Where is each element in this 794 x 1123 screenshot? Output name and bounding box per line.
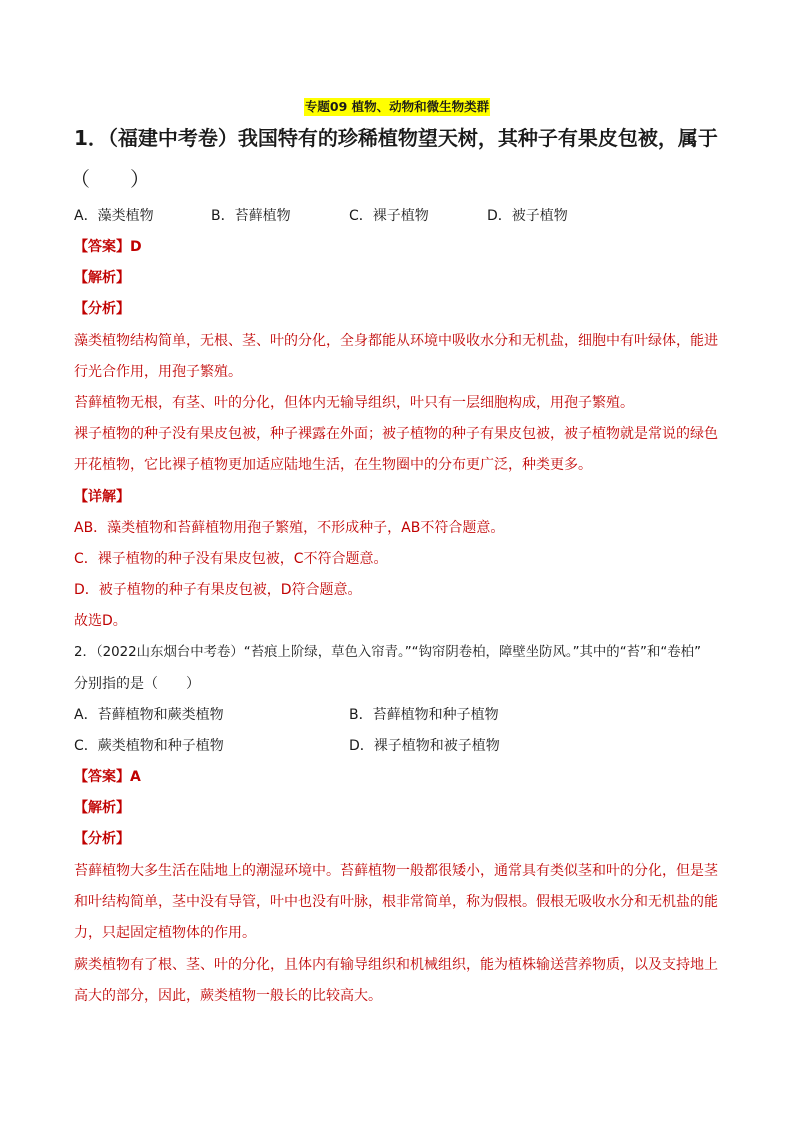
q2-analysis-label: 【解析】 <box>74 800 130 816</box>
page-title: 专题09 植物、动物和微生物类群 <box>304 99 490 114</box>
q2-option-c: C．蕨类植物和种子植物 <box>74 738 224 754</box>
q1-option-d: D．被子植物 <box>487 208 568 224</box>
q1-fenxi-line: 藻类植物结构简单，无根、茎、叶的分化，全身都能从环境中吸收水分和无机盐，细胞中有叶绿体，能进 <box>74 333 718 349</box>
q1-detail-label: 【详解】 <box>74 489 130 505</box>
q1-detail-line: D．被子植物的种子有果皮包被，D符合题意。 <box>74 582 362 598</box>
q1-option-a: A．藻类植物 <box>74 208 154 224</box>
q2-fenxi-line: 高大的部分，因此，蕨类植物一般长的比较高大。 <box>74 988 382 1004</box>
q1-option-c: C．裸子植物 <box>349 208 429 224</box>
q2-answer <box>74 767 141 787</box>
q1-blank: （ ） <box>70 167 150 191</box>
q2-fenxi-line: 苔藓植物大多生活在陆地上的潮湿环境中。苔藓植物一般都很矮小，通常具有类似茎和叶的分化，但是茎 <box>74 863 718 879</box>
q2-option-b: B．苔藓植物和种子植物 <box>349 707 499 723</box>
q2-option-d: D．裸子植物和被子植物 <box>349 738 500 754</box>
title-row <box>0 96 794 116</box>
q2-fenxi-line: 和叶结构简单，茎中没有导管，叶中也没有叶脉，根非常简单，称为假根。假根无吸收水分和无机盐的能 <box>74 894 718 910</box>
q1-fenxi-line: 裸子植物的种子没有果皮包被，种子裸露在外面；被子植物的种子有果皮包被，被子植物就是常说的绿色 <box>74 426 718 442</box>
q1-detail-line: 故选D。 <box>74 613 127 629</box>
q2-stem-line2: 分别指的是（ ） <box>74 676 200 692</box>
q1-fenxi-line: 开花植物，它比裸子植物更加适应陆地生活，在生物圈中的分布更广泛，种类更多。 <box>74 457 592 473</box>
q1-answer-value: D <box>130 239 142 255</box>
q1-answer-label: 【答案】 <box>74 239 130 255</box>
q1-fenxi-line: 行光合作用，用孢子繁殖。 <box>74 364 242 380</box>
q2-fenxi-label: 【分析】 <box>74 831 130 847</box>
q2-fenxi-line: 蕨类植物有了根、茎、叶的分化，且体内有输导组织和机械组织，能为植株输送营养物质，以及支持地上 <box>74 957 718 973</box>
q2-answer-label: 【答案】 <box>74 769 130 785</box>
q2-fenxi-line: 力，只起固定植物体的作用。 <box>74 925 256 941</box>
q1-analysis-label: 【解析】 <box>74 270 130 286</box>
q1-answer <box>74 237 142 257</box>
q1-option-b: B．苔藓植物 <box>211 208 291 224</box>
q1-stem: 1．（福建中考卷）我国特有的珍稀植物望天树，其种子有果皮包被，属于 <box>74 126 718 150</box>
q1-fenxi-label: 【分析】 <box>74 301 130 317</box>
q2-stem-line1: 2．（2022山东烟台中考卷）“苔痕上阶绿，草色入帘青。”“钩帘阴卷柏，障壁坐防风。”其中的“苔”和“卷柏” <box>74 645 702 660</box>
q2-answer-value: A <box>130 769 141 785</box>
q2-option-a: A．苔藓植物和蕨类植物 <box>74 707 224 723</box>
q1-detail-line: AB．藻类植物和苔藓植物用孢子繁殖，不形成种子，AB不符合题意。 <box>74 520 505 536</box>
q1-detail-line: C．裸子植物的种子没有果皮包被，C不符合题意。 <box>74 551 388 567</box>
q1-fenxi-line: 苔藓植物无根，有茎、叶的分化，但体内无输导组织，叶只有一层细胞构成，用孢子繁殖。 <box>74 395 634 411</box>
